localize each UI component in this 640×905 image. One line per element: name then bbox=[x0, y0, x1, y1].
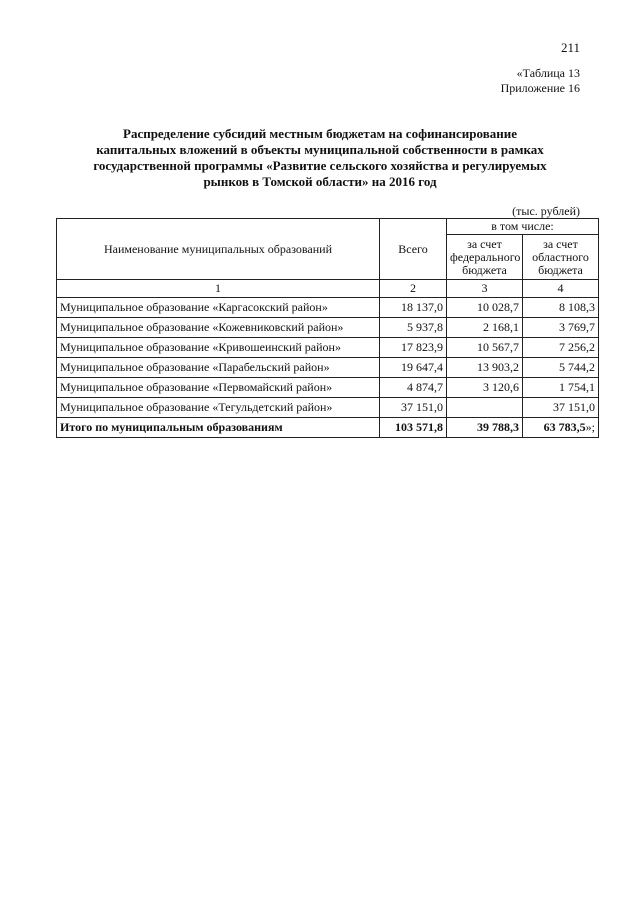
table-row bbox=[57, 398, 599, 418]
title-line: государственной программы «Развитие сельского хозяйства и регулируемых bbox=[93, 158, 547, 173]
row-name: Муниципальное образование «Кожевниковский район» bbox=[57, 318, 380, 338]
row-regional: 3 769,7 bbox=[523, 318, 599, 338]
total-regional-value: 63 783,5 bbox=[543, 420, 586, 434]
row-federal: 3 120,6 bbox=[447, 378, 523, 398]
row-total: 18 137,0 bbox=[380, 298, 447, 318]
subsidies-table bbox=[56, 218, 599, 438]
row-total: 37 151,0 bbox=[380, 398, 447, 418]
title-line: Распределение субсидий местным бюджетам на софинансирование bbox=[123, 126, 517, 141]
table-label: «Таблица 13 bbox=[516, 66, 580, 80]
header-total: Всего bbox=[380, 219, 447, 280]
total-regional bbox=[523, 418, 599, 438]
header-name: Наименование муниципальных образований bbox=[57, 219, 380, 280]
row-regional: 1 754,1 bbox=[523, 378, 599, 398]
row-total: 4 874,7 bbox=[380, 378, 447, 398]
table-row bbox=[57, 378, 599, 398]
closing-quote: »; bbox=[585, 420, 595, 434]
appendix-label bbox=[501, 66, 580, 96]
column-number: 1 bbox=[57, 280, 380, 298]
row-federal: 2 168,1 bbox=[447, 318, 523, 338]
row-name: Муниципальное образование «Кривошеинский район» bbox=[57, 338, 380, 358]
row-name: Муниципальное образование «Тегульдетский район» bbox=[57, 398, 380, 418]
row-federal: 13 903,2 bbox=[447, 358, 523, 378]
header-including: в том числе: bbox=[447, 219, 599, 235]
row-name: Муниципальное образование «Первомайский район» bbox=[57, 378, 380, 398]
units-note: (тыс. рублей) bbox=[512, 204, 580, 218]
page-number: 211 bbox=[560, 40, 580, 55]
column-number: 3 bbox=[447, 280, 523, 298]
row-regional: 8 108,3 bbox=[523, 298, 599, 318]
row-name: Муниципальное образование «Каргасокский район» bbox=[57, 298, 380, 318]
row-regional: 5 744,2 bbox=[523, 358, 599, 378]
row-federal: 10 567,7 bbox=[447, 338, 523, 358]
column-number: 2 bbox=[380, 280, 447, 298]
column-number: 4 bbox=[523, 280, 599, 298]
row-regional: 37 151,0 bbox=[523, 398, 599, 418]
document-title bbox=[80, 126, 560, 190]
total-federal: 39 788,3 bbox=[447, 418, 523, 438]
row-name: Муниципальное образование «Парабельский район» bbox=[57, 358, 380, 378]
appendix-number: Приложение 16 bbox=[500, 81, 580, 95]
header-regional: за счет областного бюджета bbox=[523, 235, 599, 280]
row-total: 17 823,9 bbox=[380, 338, 447, 358]
header-federal: за счет федерального бюджета bbox=[447, 235, 523, 280]
row-total: 5 937,8 bbox=[380, 318, 447, 338]
title-line: капитальных вложений в объекты муниципальной собственности в рамках bbox=[96, 142, 544, 157]
total-name: Итого по муниципальным образованиям bbox=[57, 418, 380, 438]
table-row bbox=[57, 298, 599, 318]
table-row bbox=[57, 338, 599, 358]
row-regional: 7 256,2 bbox=[523, 338, 599, 358]
table-row bbox=[57, 358, 599, 378]
row-federal: 10 028,7 bbox=[447, 298, 523, 318]
total-sum: 103 571,8 bbox=[380, 418, 447, 438]
title-line: рынков в Томской области» на 2016 год bbox=[203, 174, 437, 189]
row-federal bbox=[447, 398, 523, 418]
total-row bbox=[57, 418, 599, 438]
table-row bbox=[57, 318, 599, 338]
row-total: 19 647,4 bbox=[380, 358, 447, 378]
